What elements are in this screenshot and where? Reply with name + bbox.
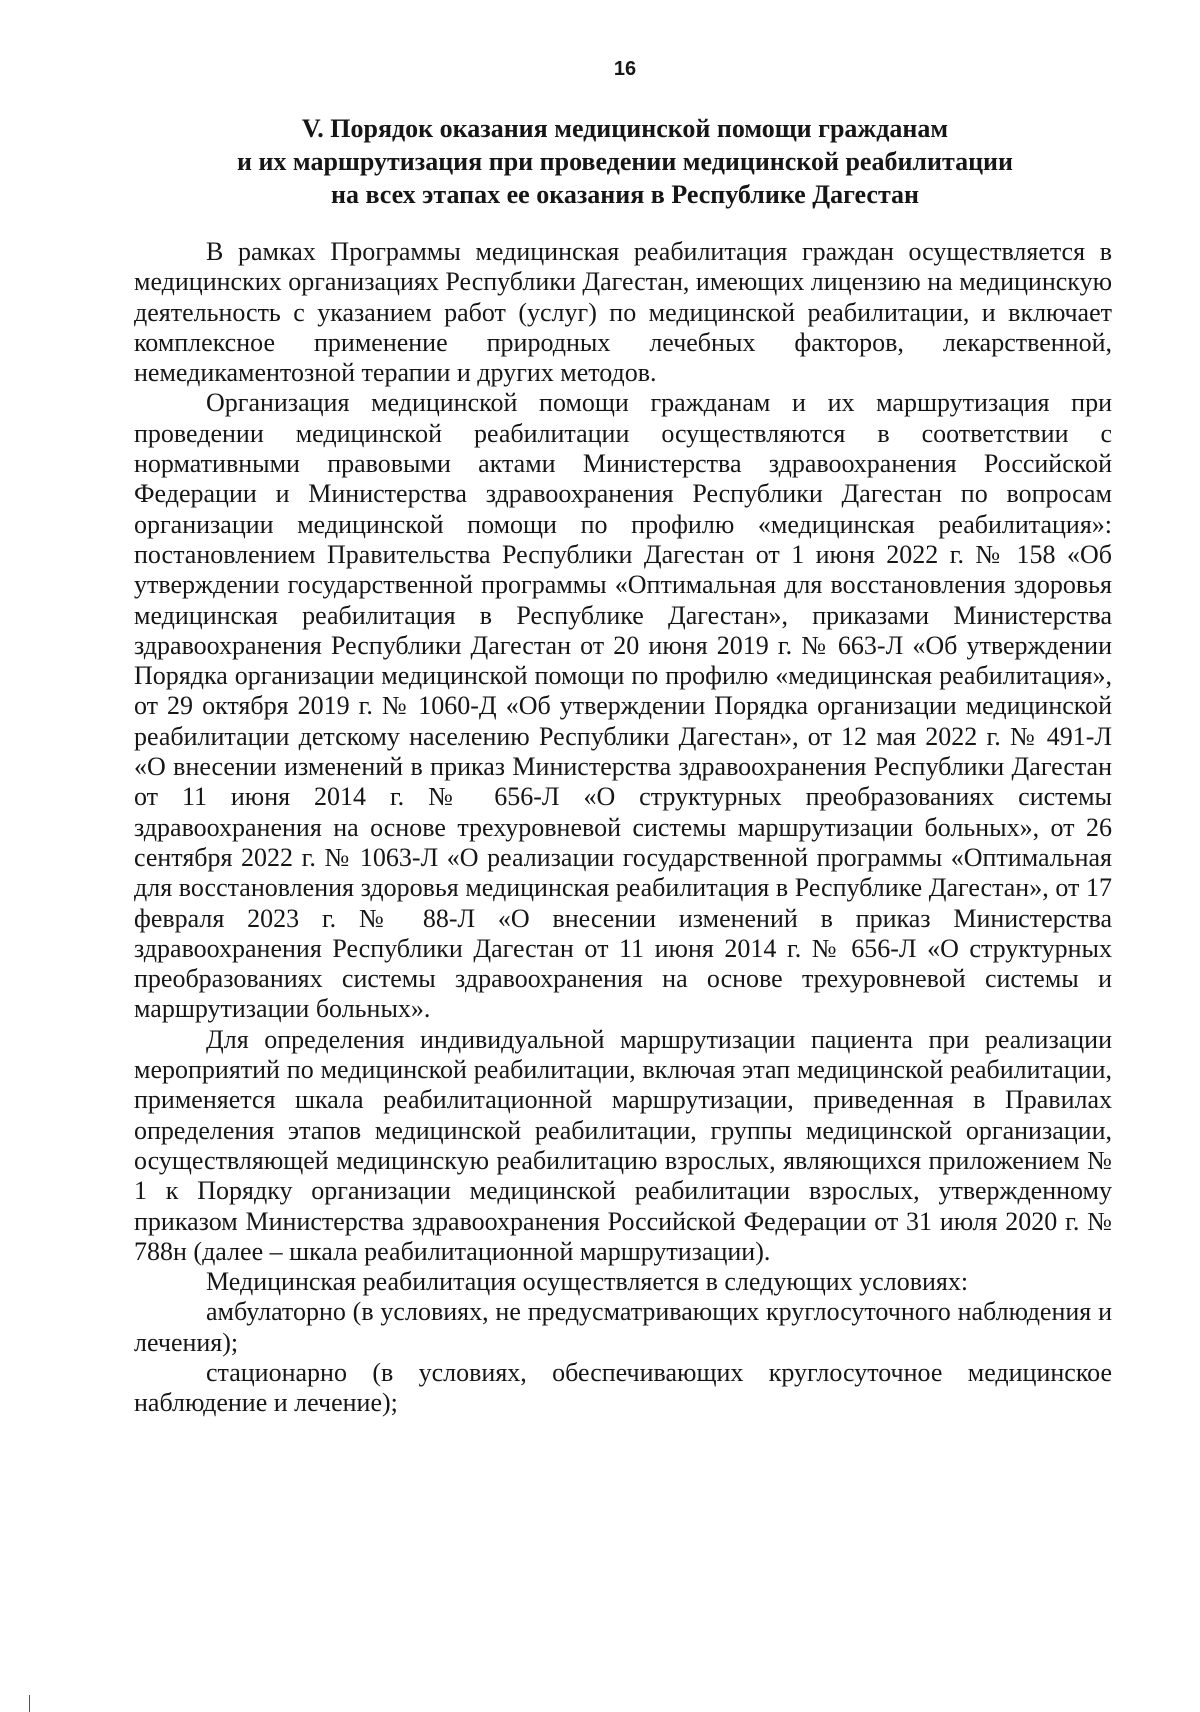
paragraph-legal-acts: Организация медицинской помощи гражданам и их маршрутизация при проведении медицинской реабилитации осуществляются в соответствии с нормативными правовыми актами Министерства здравоохранения Российской Федерации и Министерства здравоохранения Республики Дагестан по вопросам организации медицинской помощи по профилю «медицинская реабилитация»: постановлением Правительства Республики Дагестан от 1 июня 2022 г. № 158 «Об утверждении государственной программы «Оптимальная для восстановления здоровья медицинская реабилитация в Республике Дагестан», приказами Министерства здравоохранения Республики Дагестан от 20 июня 2019 г. № 663-Л «Об утверждении Порядка организации медицинской помощи по профилю «медицинская реабилитация», от 29 октября 2019 г. № 1060-Д «Об утверждении Порядка организации медицинской реабилитации детскому населению Республики Дагестан», от 12 мая 2022 г. № 491-Л «О внесении изменений в приказ Министерства здравоохранения Республики Дагестан от 11 июня 2014 г. № 656-Л «О структурных преобразованиях системы здравоохранения на основе трехуровневой системы маршрутизации больных», от 26 сентября 2022 г. № 1063-Л «О реализации государственной программы «Оптимальная для восстановления здоровья медицинская реабилитация в Республике Дагестан», от 17 февраля 2023 г. № 88-Л «О внесении изменений в приказ Министерства здравоохранения Республики Дагестан от 11 июня 2014 г. № 656-Л «О структурных преобразованиях системы здравоохранения на основе трехуровневой системы и маршрутизации больных». — [134, 388, 1112, 1024]
paragraph-routing-scale: Для определения индивидуальной маршрутизации пациента при реализации мероприятий по медицинской реабилитации, включая этап медицинской реабилитации, применяется шкала реабилитационной маршрутизации, приведенная в Правилах определения этапов медицинской реабилитации, группы медицинской организации, осуществляющей медицинскую реабилитацию взрослых, являющихся приложением № 1 к Порядку организации медицинской реабилитации взрослых, утвержденному приказом Министерства здравоохранения Российской Федерации от 31 июля 2020 г. № 788н (далее – шкала реабилитационной маршрутизации). — [134, 1024, 1112, 1266]
heading-line: и их маршрутизация при проведении медицинской реабилитации — [236, 147, 1014, 176]
paragraph-program-rehabilitation: В рамках Программы медицинская реабилитация граждан осуществляется в медицинских организациях Республики Дагестан, имеющих лицензию на медицинскую деятельность с указанием работ (услуг) по медицинской реабилитации, и включает комплексное применение природных лечебных факторов, лекарственной, немедикаментозной терапии и других методов. — [134, 237, 1112, 388]
heading-line: на всех этапах ее оказания в Республике Дагестан — [330, 180, 920, 209]
page-number: 16 — [613, 58, 637, 80]
list-item-outpatient: амбулаторно (в условиях, не предусматривающих круглосуточного наблюдения и лечения); — [134, 1297, 1112, 1357]
heading-line: V. Порядок оказания медицинской помощи гражданам — [301, 114, 949, 143]
list-item-inpatient: стационарно (в условиях, обеспечивающих круглосуточное медицинское наблюдение и лечение); — [134, 1357, 1112, 1418]
section-heading — [130, 112, 1120, 211]
scan-margin-mark — [29, 1695, 36, 1712]
paragraph-conditions-intro: Медицинская реабилитация осуществляется в следующих условиях: — [206, 1267, 969, 1297]
document-body — [134, 237, 1112, 1419]
